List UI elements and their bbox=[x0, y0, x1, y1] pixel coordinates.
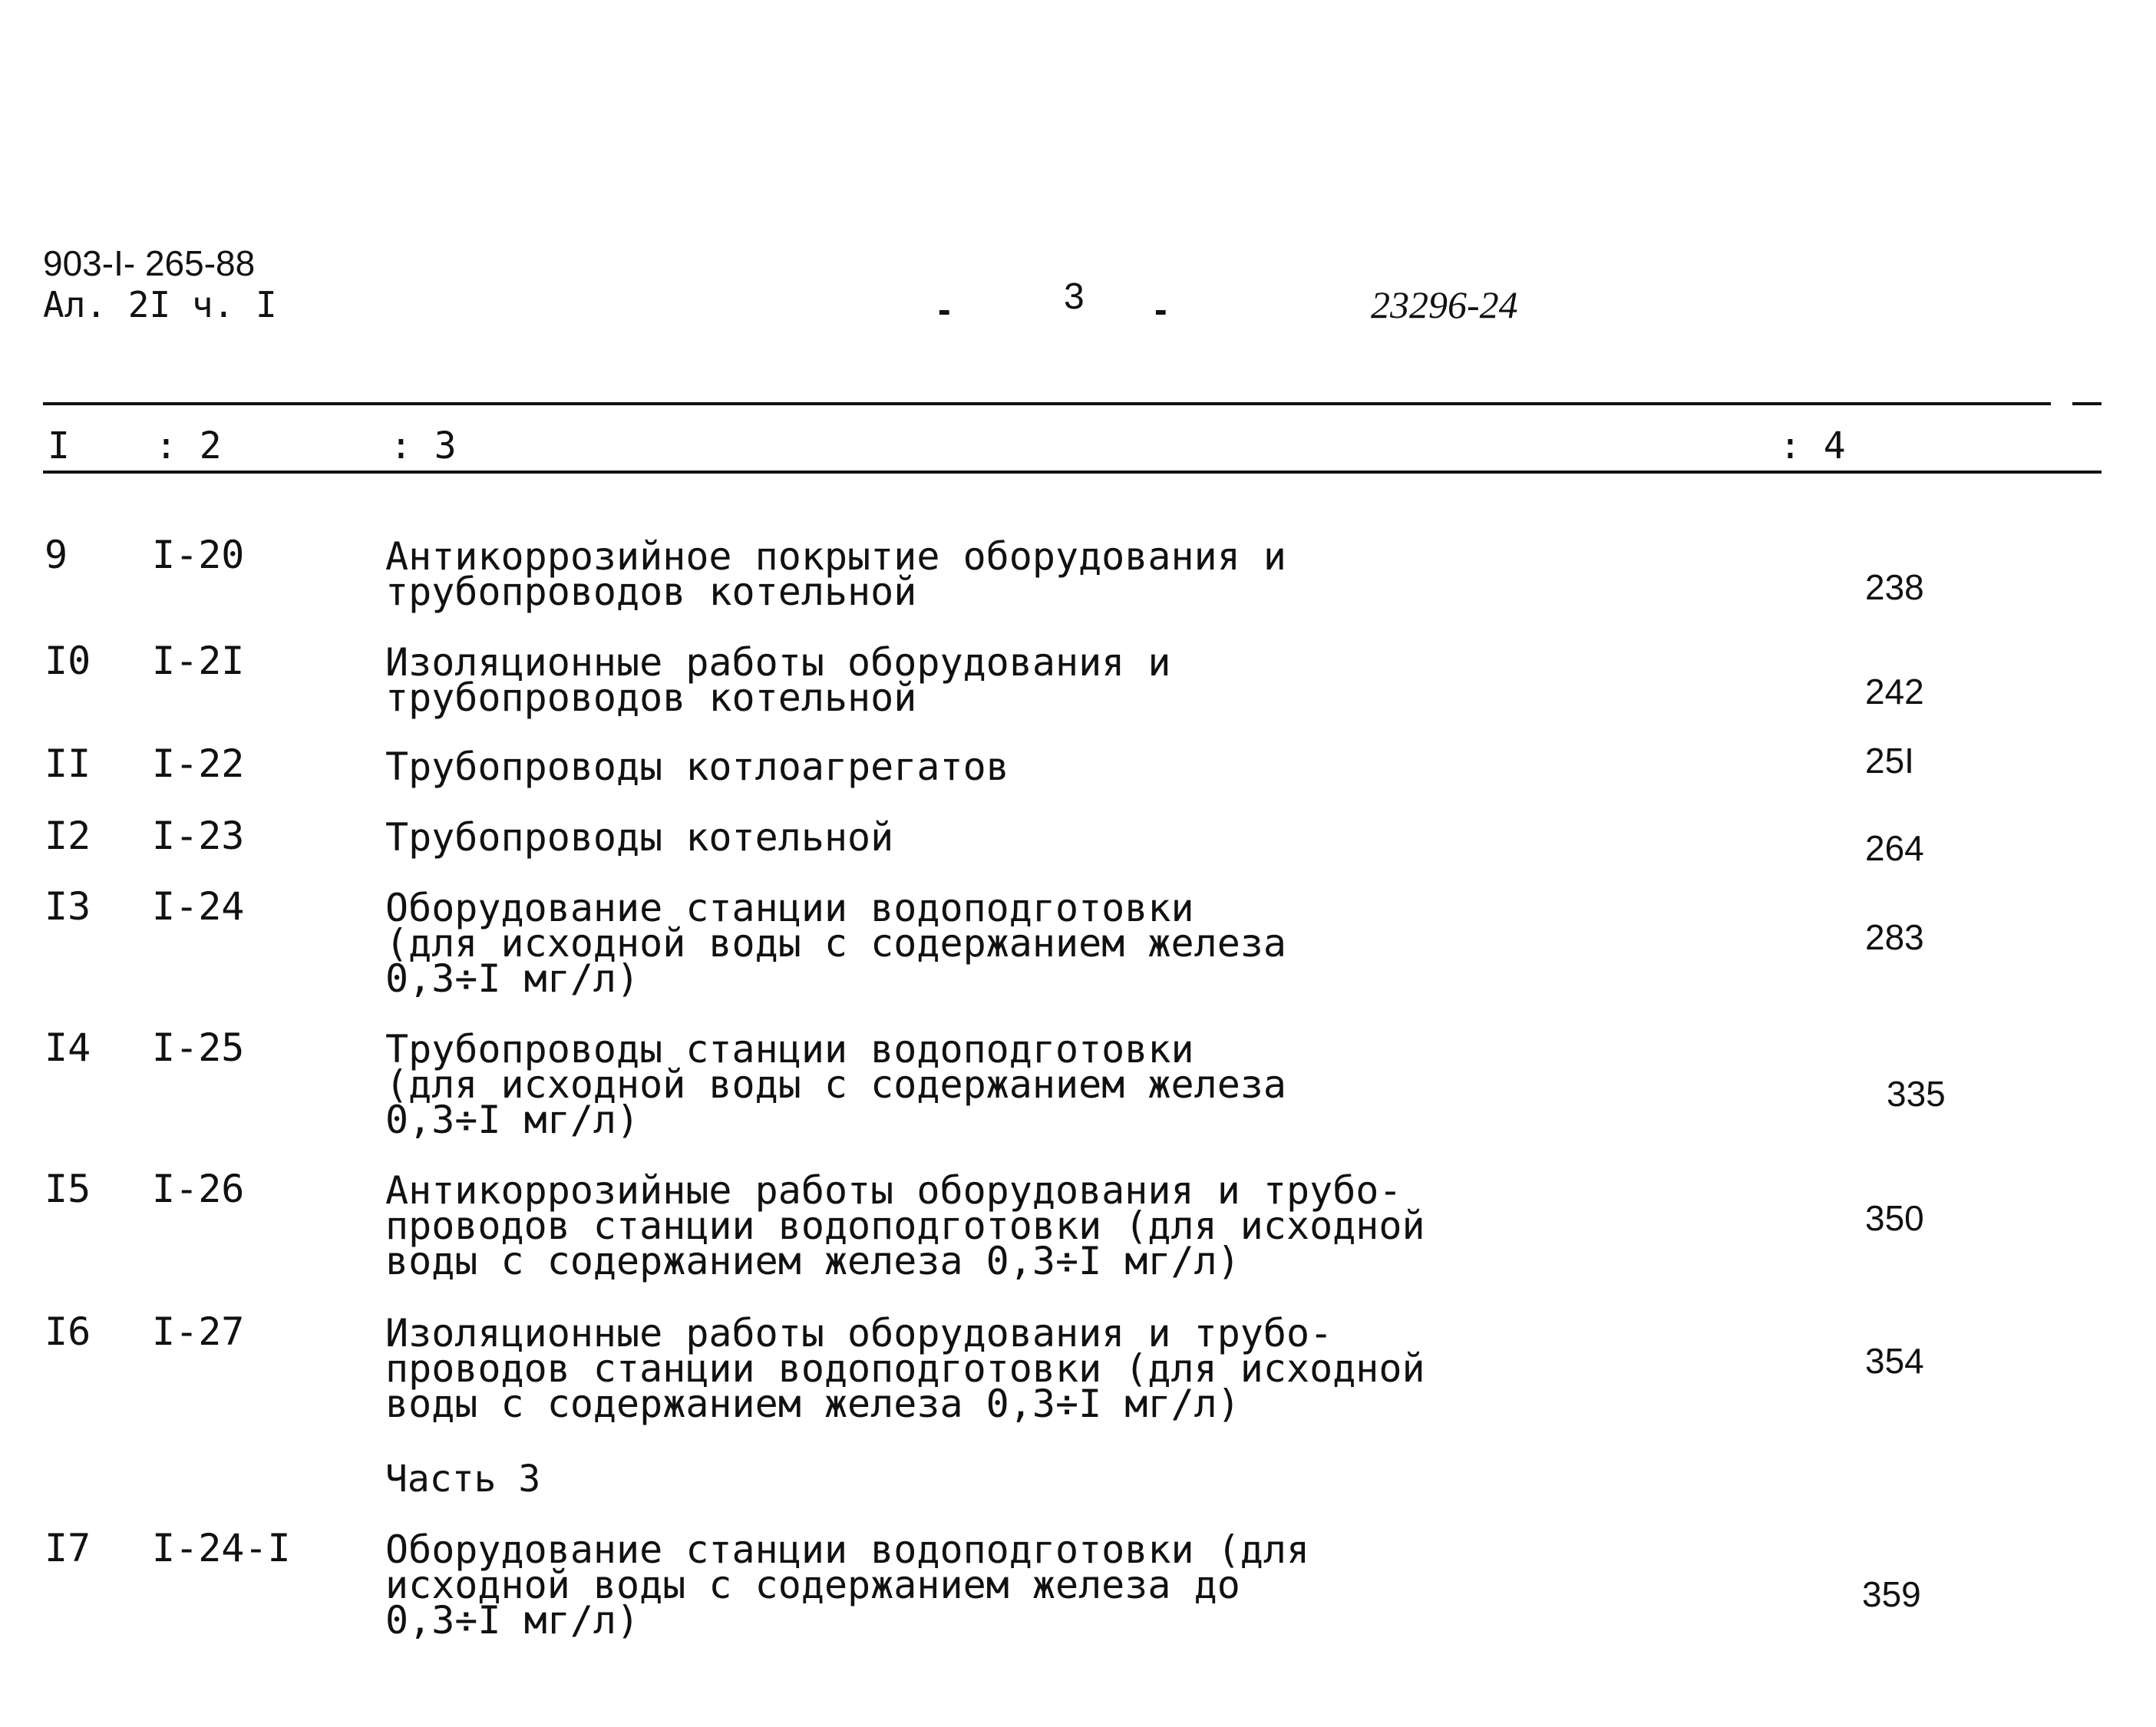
row-code: I-2I bbox=[152, 639, 245, 683]
row-number: I5 bbox=[45, 1167, 91, 1211]
column-header-4: : 4 bbox=[1779, 424, 1846, 467]
column-header-2: : 2 bbox=[155, 424, 222, 467]
row-page: 350 bbox=[1865, 1198, 1924, 1238]
row-description: Трубопроводы котлоагрегатов bbox=[385, 745, 1009, 789]
row-code: I-20 bbox=[152, 533, 245, 577]
row-description: Антикоррозийное покрытие оборудования и трубопроводов котельной bbox=[385, 534, 1286, 614]
row-code: I-23 bbox=[152, 814, 245, 858]
section-title: Часть 3 bbox=[385, 1458, 541, 1501]
row-page: 242 bbox=[1865, 672, 1924, 712]
page-number: 3 bbox=[1064, 276, 1085, 317]
row-page: 25I bbox=[1865, 741, 1914, 781]
row-code: I-25 bbox=[152, 1025, 245, 1070]
row-number: I3 bbox=[45, 884, 91, 929]
row-description: Изоляционные работы оборудования и трубо- проводов станции водоподготовки (для исходной воды с содержанием железа 0,3÷I мг/л) bbox=[385, 1311, 1425, 1426]
column-header-1: I bbox=[48, 424, 70, 467]
row-code: I-22 bbox=[152, 741, 245, 786]
row-description: Трубопроводы станции водоподготовки (для исходной воды с содержанием железа 0,3÷I мг/л) bbox=[385, 1027, 1286, 1142]
row-description: Оборудование станции водоподготовки (для исходной воды с содержанием железа до 0,3÷I мг/л) bbox=[385, 1527, 1310, 1643]
row-number: 9 bbox=[45, 533, 68, 577]
archive-number-handwritten: 23296-24 bbox=[1371, 283, 1518, 326]
row-number: I4 bbox=[45, 1025, 91, 1070]
row-number: II bbox=[45, 741, 91, 786]
row-description: Оборудование станции водоподготовки (для исходной воды с содержанием железа 0,3÷I мг/л) bbox=[385, 886, 1286, 1001]
row-page: 335 bbox=[1887, 1074, 1946, 1114]
row-description: Изоляционные работы оборудования и трубопроводов котельной bbox=[385, 640, 1171, 720]
row-page: 283 bbox=[1865, 917, 1924, 957]
row-page: 238 bbox=[1865, 567, 1924, 607]
row-code: I-24 bbox=[152, 884, 245, 929]
row-number: I7 bbox=[45, 1526, 91, 1570]
row-description: Трубопроводы котельной bbox=[385, 815, 894, 860]
row-number: I6 bbox=[45, 1309, 91, 1354]
table-header-rule bbox=[43, 471, 2102, 474]
row-description: Антикоррозийные работы оборудования и трубо- проводов станции водоподготовки (для исходной воды с содержанием железа 0,3÷I мг/л) bbox=[385, 1168, 1425, 1283]
document-code: 903-I- 265-88 bbox=[43, 243, 256, 283]
row-number: I2 bbox=[45, 814, 91, 858]
row-code: I-26 bbox=[152, 1167, 245, 1211]
album-part-label: Ал. 2I ч. I bbox=[43, 284, 277, 325]
row-page: 354 bbox=[1865, 1341, 1924, 1381]
row-number: I0 bbox=[45, 639, 91, 683]
row-page: 359 bbox=[1862, 1574, 1921, 1614]
page-number-dash-right: - bbox=[1154, 288, 1167, 331]
row-page: 264 bbox=[1865, 828, 1924, 868]
page-number-dash-left: - bbox=[938, 288, 951, 331]
table-top-rule-end bbox=[2072, 402, 2102, 405]
table-top-rule bbox=[43, 402, 2051, 405]
row-code: I-27 bbox=[152, 1309, 245, 1354]
row-code: I-24-I bbox=[152, 1526, 291, 1570]
column-header-3: : 3 bbox=[390, 424, 457, 467]
